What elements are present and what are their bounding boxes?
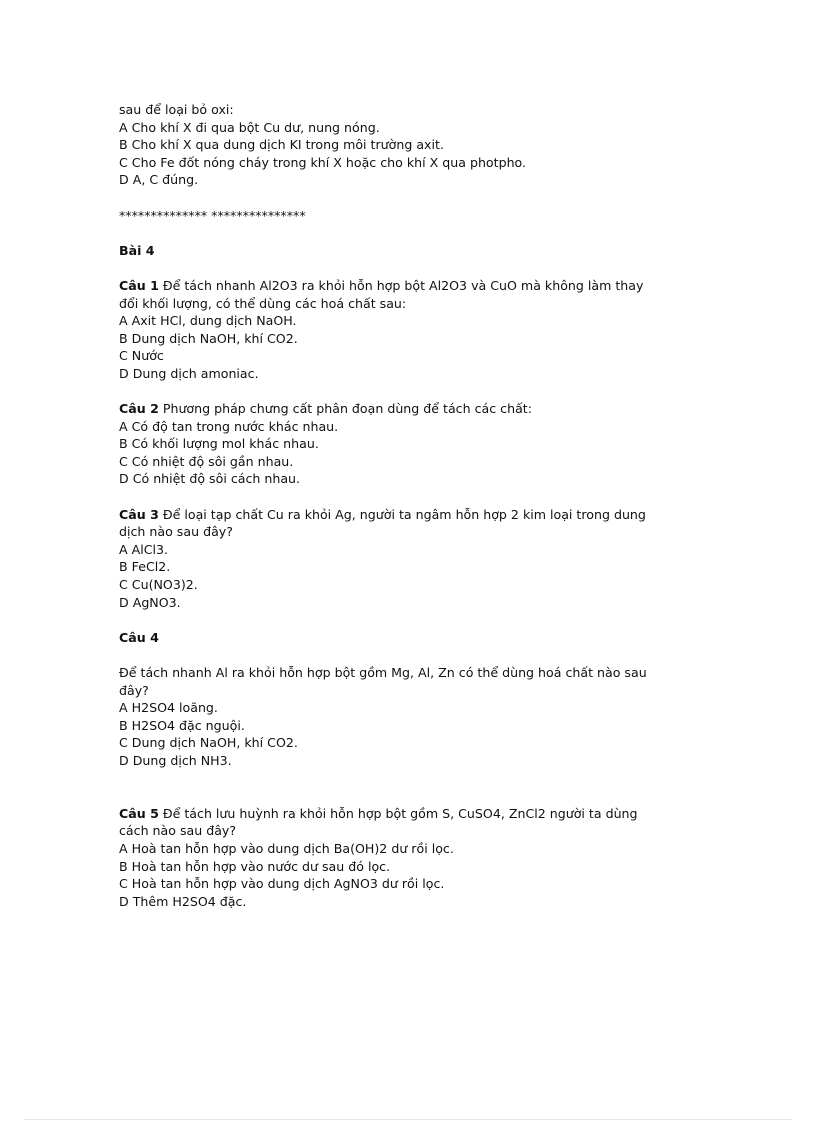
section-title (119, 242, 699, 260)
question-2-option-b: B Có khối lượng mol khác nhau. (119, 436, 319, 452)
question-5-option-d: D Thêm H2SO4 đặc. (119, 893, 247, 909)
question-5-line-2: cách nào sau đây? (119, 823, 237, 839)
question-2-option-d: D Có nhiệt độ sôi cách nhau. (119, 471, 301, 487)
prev-option-b: B Cho khí X qua dung dịch KI trong môi trường axit. (119, 137, 444, 153)
question-5-line-1 (119, 805, 699, 823)
question-3-option-d: D AgNO3. (119, 594, 181, 610)
spacer (119, 189, 699, 207)
spacer (119, 383, 699, 401)
question-4-heading (119, 629, 699, 647)
prev-option-c: C Cho Fe đốt nóng cháy trong khí X hoặc cho khí X qua photpho. (119, 154, 527, 170)
question-3-option-c: C Cu(NO3)2. (119, 577, 198, 593)
prev-option-d: D A, C đúng. (119, 172, 199, 188)
question-2-label: Câu 2 (119, 401, 159, 417)
question-2-line-1 (119, 400, 699, 418)
spacer (119, 611, 699, 629)
question-1-text: Để tách nhanh Al2O3 ra khỏi hỗn hợp bột Al2O3 và CuO mà không làm thay (158, 277, 644, 293)
prev-option-a: A Cho khí X đi qua bột Cu dư, nung nóng. (119, 119, 380, 135)
question-4-option-a: A H2SO4 loãng. (119, 700, 218, 716)
question-5-text: Để tách lưu huỳnh ra khỏi hỗn hợp bột gồm S, CuSO4, ZnCl2 người ta dùng (158, 805, 638, 821)
question-1-option-b: B Dung dịch NaOH, khí CO2. (119, 330, 298, 346)
question-1-line-1 (119, 277, 699, 295)
question-4-option-b: B H2SO4 đặc nguội. (119, 717, 245, 733)
question-3-line-1 (119, 506, 699, 524)
question-3-option-b: B FeCl2. (119, 559, 171, 575)
question-2-option-c: C Có nhiệt độ sôi gần nhau. (119, 453, 294, 469)
question-2-option-a: A Có độ tan trong nước khác nhau. (119, 418, 339, 434)
document-page (119, 101, 699, 910)
spacer (119, 259, 699, 277)
question-3-text: Để loại tạp chất Cu ra khỏi Ag, người ta ngâm hỗn hợp 2 kim loại trong dung (158, 506, 646, 522)
question-1-option-c: C Nước (119, 348, 164, 364)
separator: ************** *************** (119, 207, 306, 223)
spacer (119, 646, 699, 664)
spacer (119, 787, 699, 805)
question-5-option-b: B Hoà tan hỗn hợp vào nước dư sau đó lọc. (119, 858, 391, 874)
question-4-option-c: C Dung dịch NaOH, khí CO2. (119, 735, 298, 751)
page-bottom-divider (24, 1119, 792, 1120)
spacer (119, 224, 699, 242)
question-5-option-a: A Hoà tan hỗn hợp vào dung dịch Ba(OH)2 dư rồi lọc. (119, 840, 454, 856)
question-1-label: Câu 1 (119, 277, 159, 293)
question-4-line-1: Để tách nhanh Al ra khỏi hỗn hợp bột gồm Mg, Al, Zn có thể dùng hoá chất nào sau (119, 665, 647, 680)
spacer (119, 770, 699, 788)
question-2-text: Phương pháp chưng cất phân đoạn dùng để tách các chất: (158, 401, 532, 417)
spacer (119, 488, 699, 506)
question-4-option-d: D Dung dịch NH3. (119, 752, 232, 768)
question-4-label: Câu 4 (119, 629, 159, 645)
question-1-option-d: D Dung dịch amoniac. (119, 365, 259, 381)
question-5-option-c: C Hoà tan hỗn hợp vào dung dịch AgNO3 dư rồi lọc. (119, 876, 445, 892)
question-3-line-2: dịch nào sau đây? (119, 524, 233, 540)
question-1-line-2: đổi khối lượng, có thể dùng các hoá chất sau: (119, 295, 407, 311)
question-3-label: Câu 3 (119, 506, 159, 522)
question-5-label: Câu 5 (119, 805, 159, 821)
section-title-text: Bài 4 (119, 242, 155, 258)
prev-question-lead: sau để loại bỏ oxi: (119, 102, 234, 117)
question-4-line-2: đây? (119, 682, 149, 698)
question-1-option-a: A Axit HCl, dung dịch NaOH. (119, 313, 297, 329)
question-3-option-a: A AlCl3. (119, 541, 169, 557)
